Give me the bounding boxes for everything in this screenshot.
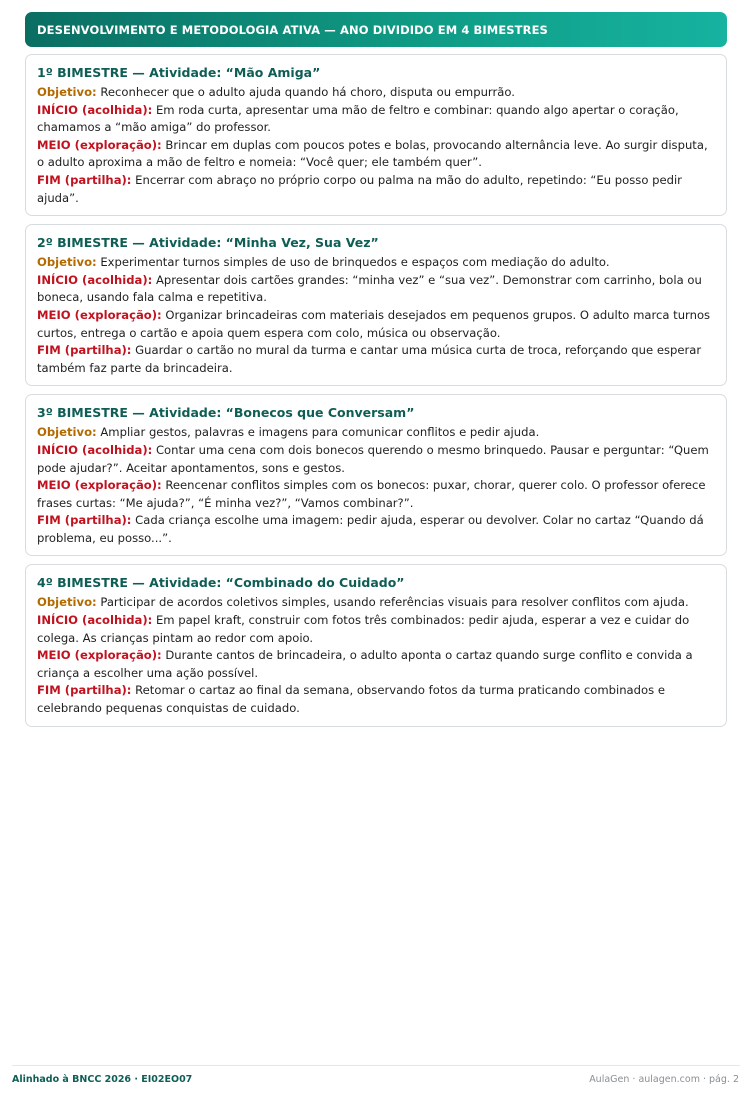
fim-label: FIM (partilha): [37,343,132,358]
fim-row [37,682,715,717]
footer-divider [12,1065,740,1066]
objetivo-text: Participar de acordos coletivos simples, usando referências visuais para resolver conflitos com ajuda. [100,595,689,610]
bimestre-card-2 [25,224,727,386]
meio-row [37,137,715,172]
fim-text: Retomar o cartaz ao final da semana, observando fotos da turma praticando combinados e celebrando pequenas conquistas de cuidado. [37,683,665,716]
bimestre-card-1 [25,54,727,216]
bimestre-title: 3º BIMESTRE — Atividade: “Bonecos que Conversam” [37,405,415,421]
fim-row [37,172,715,207]
fim-label: FIM (partilha): [37,172,132,187]
meio-text: Brincar em duplas com poucos potes e bolas, provocando alternância leve. Ao surgir disputa, o adulto aproxima a mão de feltro e nomeia: “Você quer; ele também quer”. [37,137,708,170]
fim-row [37,342,715,377]
inicio-label: INÍCIO (acolhida): [37,613,153,628]
meio-label: MEIO (exploração): [37,478,162,493]
meio-text: Durante cantos de brincadeira, o adulto aponta o cartaz quando surge conflito e convida a criança a escolher uma ação possível. [37,648,693,680]
inicio-label: INÍCIO (acolhida): [37,102,153,117]
bimestres-list [25,54,727,735]
fim-row [37,512,715,547]
footer-page-info: AulaGen · aulagen.com · pág. 2 [589,1074,739,1085]
meio-text: Reencenar conflitos simples com os bonecos: puxar, chorar, querer colo. O professor oferece frases curtas: “Me ajuda?”, “É minha vez?”, “Vamos combinar?”. [37,478,706,510]
inicio-label: INÍCIO (acolhida): [37,442,153,457]
fim-label: FIM (partilha): [37,513,132,528]
objetivo-label: Objetivo: [37,255,97,270]
bimestre-card-4 [25,564,727,726]
fim-text: Cada criança escolhe uma imagem: pedir ajuda, esperar ou devolver. Colar no cartaz “Quando dá problema, eu posso...”. [37,513,704,545]
objetivo-row [37,254,715,272]
objetivo-label: Objetivo: [37,425,97,440]
footer-bncc-reference: Alinhado à BNCC 2026 · EI02EO07 [12,1074,193,1085]
inicio-text: Contar uma cena com dois bonecos querendo o mesmo brinquedo. Pausar e perguntar: “Quem pode ajudar?”. Aceitar apontamentos, sons e gestos. [37,442,709,475]
meio-row [37,307,715,342]
bimestre-title: 2º BIMESTRE — Atividade: “Minha Vez, Sua Vez” [37,235,379,251]
objetivo-label: Objetivo: [37,595,97,610]
meio-label: MEIO (exploração): [37,648,162,663]
bimestre-title: 4º BIMESTRE — Atividade: “Combinado do Cuidado” [37,575,405,591]
meio-row [37,477,715,512]
meio-text: Organizar brincadeiras com materiais desejados em pequenos grupos. O adulto marca turnos curtos, entrega o cartão e apoia quem espera com colo, música ou observação. [37,307,711,340]
inicio-label: INÍCIO (acolhida): [37,272,153,287]
bimestre-title: 1º BIMESTRE — Atividade: “Mão Amiga” [37,65,321,80]
objetivo-text: Experimentar turnos simples de uso de brinquedos e espaços com mediação do adulto. [100,255,610,270]
inicio-text: Em roda curta, apresentar uma mão de feltro e combinar: quando algo apertar o coração, chamamos a “mão amiga” do professor. [37,102,679,135]
inicio-row [37,272,715,307]
page-title: DESENVOLVIMENTO E METODOLOGIA ATIVA — ANO DIVIDIDO EM 4 BIMESTRES [37,22,548,37]
inicio-text: Apresentar dois cartões grandes: “minha vez” e “sua vez”. Demonstrar com carrinho, bola ou boneca, usando fala calma e repetitiva. [37,272,702,305]
meio-label: MEIO (exploração): [37,137,162,152]
objetivo-row [37,594,715,612]
fim-text: Guardar o cartão no mural da turma e cantar uma música curta de troca, reforçando que esperar também faz parte da brincadeira. [37,343,702,375]
meio-row [37,647,715,682]
objetivo-row [37,84,715,102]
inicio-row [37,102,715,137]
page-title-banner [25,12,727,47]
fim-label: FIM (partilha): [37,683,132,698]
inicio-row [37,442,715,477]
inicio-text: Em papel kraft, construir com fotos três combinados: pedir ajuda, esperar a vez e cuidar do colega. As crianças pintam ao redor com apoio. [37,613,690,645]
objetivo-row [37,424,715,442]
objetivo-label: Objetivo: [37,85,97,99]
bimestre-card-3 [25,394,727,556]
meio-label: MEIO (exploração): [37,307,162,322]
objetivo-text: Ampliar gestos, palavras e imagens para comunicar conflitos e pedir ajuda. [100,425,540,440]
objetivo-text: Reconhecer que o adulto ajuda quando há choro, disputa ou empurrão. [100,85,515,99]
fim-text: Encerrar com abraço no próprio corpo ou palma na mão do adulto, repetindo: “Eu posso pedir ajuda”. [37,172,682,205]
inicio-row [37,612,715,647]
